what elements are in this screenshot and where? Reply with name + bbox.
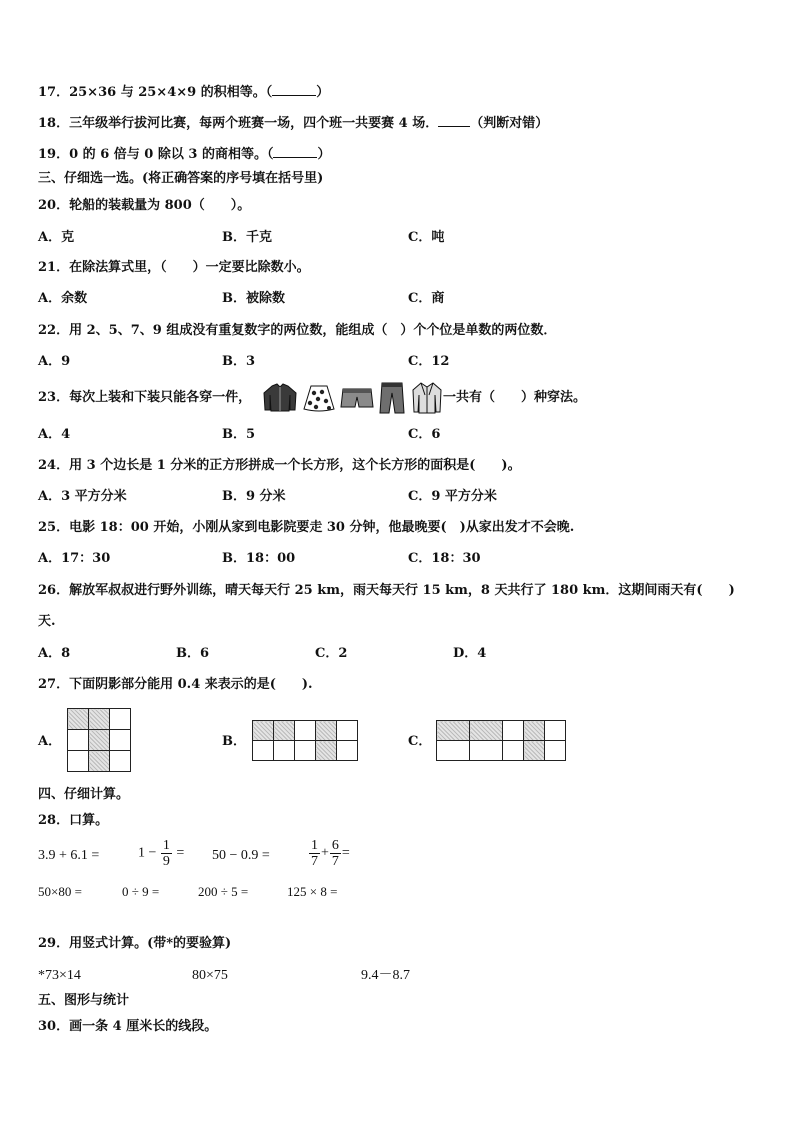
option-b[interactable]: B．被除数 bbox=[222, 291, 285, 306]
question-19-tail: ） bbox=[317, 147, 331, 162]
skirt-icon bbox=[302, 383, 336, 413]
option-c[interactable]: C．9 平方分米 bbox=[408, 489, 497, 504]
option-c[interactable]: C．2 bbox=[315, 646, 348, 661]
section-3-heading: 三、仔细选一选。(将正确答案的序号填在括号里) bbox=[38, 171, 324, 186]
option-c[interactable]: C．12 bbox=[408, 354, 450, 369]
question-19 bbox=[38, 145, 330, 164]
question-18 bbox=[38, 114, 548, 133]
denominator: 9 bbox=[162, 854, 170, 869]
option-c[interactable]: C．18：30 bbox=[408, 551, 481, 566]
vertical-calc-item: *73×14 bbox=[38, 968, 81, 983]
option-c[interactable]: C．吨 bbox=[408, 230, 445, 245]
option-b[interactable]: B．千克 bbox=[222, 230, 272, 245]
answer-blank[interactable] bbox=[273, 145, 317, 158]
jacket-icon bbox=[262, 383, 298, 413]
option-b[interactable]: B． bbox=[222, 734, 246, 749]
option-a[interactable]: A．余数 bbox=[38, 291, 88, 306]
option-b[interactable]: B．9 分米 bbox=[222, 489, 286, 504]
calc-1-minus-fraction bbox=[138, 838, 184, 869]
pants-icon bbox=[378, 381, 406, 415]
question-18-tail: （判断对错） bbox=[470, 116, 549, 131]
question-17-text: 17．25×36 与 25×4×9 的积相等。（ bbox=[38, 85, 273, 100]
section-4-heading: 四、仔细计算。 bbox=[38, 787, 130, 802]
question-23 bbox=[38, 389, 251, 407]
numerator: 1 bbox=[311, 838, 318, 853]
option-b[interactable]: B．5 bbox=[222, 427, 256, 442]
calc-0-div-9: 0 ÷ 9 = bbox=[122, 884, 160, 899]
section-5-heading: 五、图形与统计 bbox=[38, 993, 130, 1008]
option-b[interactable]: B．3 bbox=[222, 354, 256, 369]
calc-125x8: 125 × 8 = bbox=[287, 884, 338, 899]
question-20-text: 20．轮船的装载量为 800（ ）。 bbox=[38, 198, 251, 213]
question-17 bbox=[38, 83, 329, 102]
question-24-text: 24．用 3 个边长是 1 分米的正方形拼成一个长方形，这个长方形的面积是( )。 bbox=[38, 458, 521, 473]
vertical-calc-item: 9.4－8.7 bbox=[361, 968, 410, 983]
vertical-calc-item: 80×75 bbox=[192, 968, 228, 983]
denominator: 7 bbox=[311, 854, 318, 869]
shorts-icon bbox=[340, 383, 374, 413]
plus-sign: + bbox=[321, 845, 329, 861]
clothing-pictures bbox=[262, 381, 443, 415]
question-17-tail: ） bbox=[316, 85, 330, 100]
option-d[interactable]: D．4 bbox=[453, 646, 487, 661]
equals: = bbox=[341, 845, 350, 861]
numerator: 1 bbox=[162, 838, 170, 853]
calc-fraction-sum bbox=[308, 838, 350, 869]
denominator: 7 bbox=[331, 854, 339, 869]
option-a[interactable]: A．8 bbox=[38, 646, 71, 661]
option-a[interactable]: A．9 bbox=[38, 354, 71, 369]
option-a[interactable]: A． bbox=[38, 734, 62, 749]
option-b[interactable]: B．6 bbox=[176, 646, 210, 661]
coat-icon bbox=[411, 381, 443, 415]
question-22-text: 22．用 2、5、7、9 组成没有重复数字的两位数，能组成（ ）个个位是单数的两位数． bbox=[38, 323, 557, 338]
fraction bbox=[161, 838, 172, 869]
numerator: 6 bbox=[331, 838, 339, 853]
question-26-text-cont: 天. bbox=[38, 614, 56, 629]
answer-blank[interactable] bbox=[272, 83, 316, 96]
option-a[interactable]: A．克 bbox=[38, 230, 75, 245]
option-a[interactable]: A．4 bbox=[38, 427, 71, 442]
grid-option-a bbox=[67, 708, 131, 772]
grid-option-c bbox=[436, 720, 566, 761]
question-21-text: 21．在除法算式里，（ ）一定要比除数小。 bbox=[38, 260, 310, 275]
option-c[interactable]: C．商 bbox=[408, 291, 445, 306]
answer-blank[interactable] bbox=[438, 114, 470, 127]
question-19-text: 19．0 的 6 倍与 0 除以 3 的商相等。（ bbox=[38, 147, 274, 162]
grid-option-b bbox=[252, 720, 358, 761]
fraction bbox=[309, 838, 320, 869]
question-23-text-a: 23．每次上装和下装只能各穿一件， bbox=[38, 390, 252, 405]
option-b[interactable]: B．18：00 bbox=[222, 551, 296, 566]
equals: = bbox=[176, 845, 185, 861]
option-c[interactable]: C．6 bbox=[408, 427, 441, 442]
option-c[interactable]: C． bbox=[408, 734, 432, 749]
option-a[interactable]: A．17：30 bbox=[38, 551, 111, 566]
question-25-text: 25．电影 18：00 开始，小刚从家到电影院要走 30 分钟，他最晚要( )从家出发才不会晚. bbox=[38, 520, 575, 535]
question-29-title: 29．用竖式计算。(带*的要验算) bbox=[38, 936, 232, 951]
question-27-text: 27．下面阴影部分能用 0.4 来表示的是( ). bbox=[38, 677, 313, 692]
option-a[interactable]: A．3 平方分米 bbox=[38, 489, 127, 504]
question-30-text: 30．画一条 4 厘米长的线段。 bbox=[38, 1019, 218, 1034]
question-28-title: 28．口算。 bbox=[38, 813, 109, 828]
calc-term: 1 − bbox=[138, 845, 157, 861]
question-18-text: 18．三年级举行拔河比赛，每两个班赛一场，四个班一共要赛 4 场． bbox=[38, 116, 439, 131]
question-26-text: 26．解放军叔叔进行野外训练，晴天每天行 25 km，雨天每天行 15 km，8 天共行了 180 km．这期间雨天有( ) bbox=[38, 583, 735, 598]
calc-200-div-5: 200 ÷ 5 = bbox=[198, 884, 249, 899]
calc-50x80: 50×80 = bbox=[38, 884, 82, 899]
fraction bbox=[330, 838, 341, 869]
question-23-text-b: 一共有（ ）种穿法。 bbox=[443, 390, 587, 405]
calc-3-9-plus-6-1: 3.9 + 6.1 = bbox=[38, 848, 100, 863]
calc-50-minus-0-9: 50 − 0.9 = bbox=[212, 848, 270, 863]
